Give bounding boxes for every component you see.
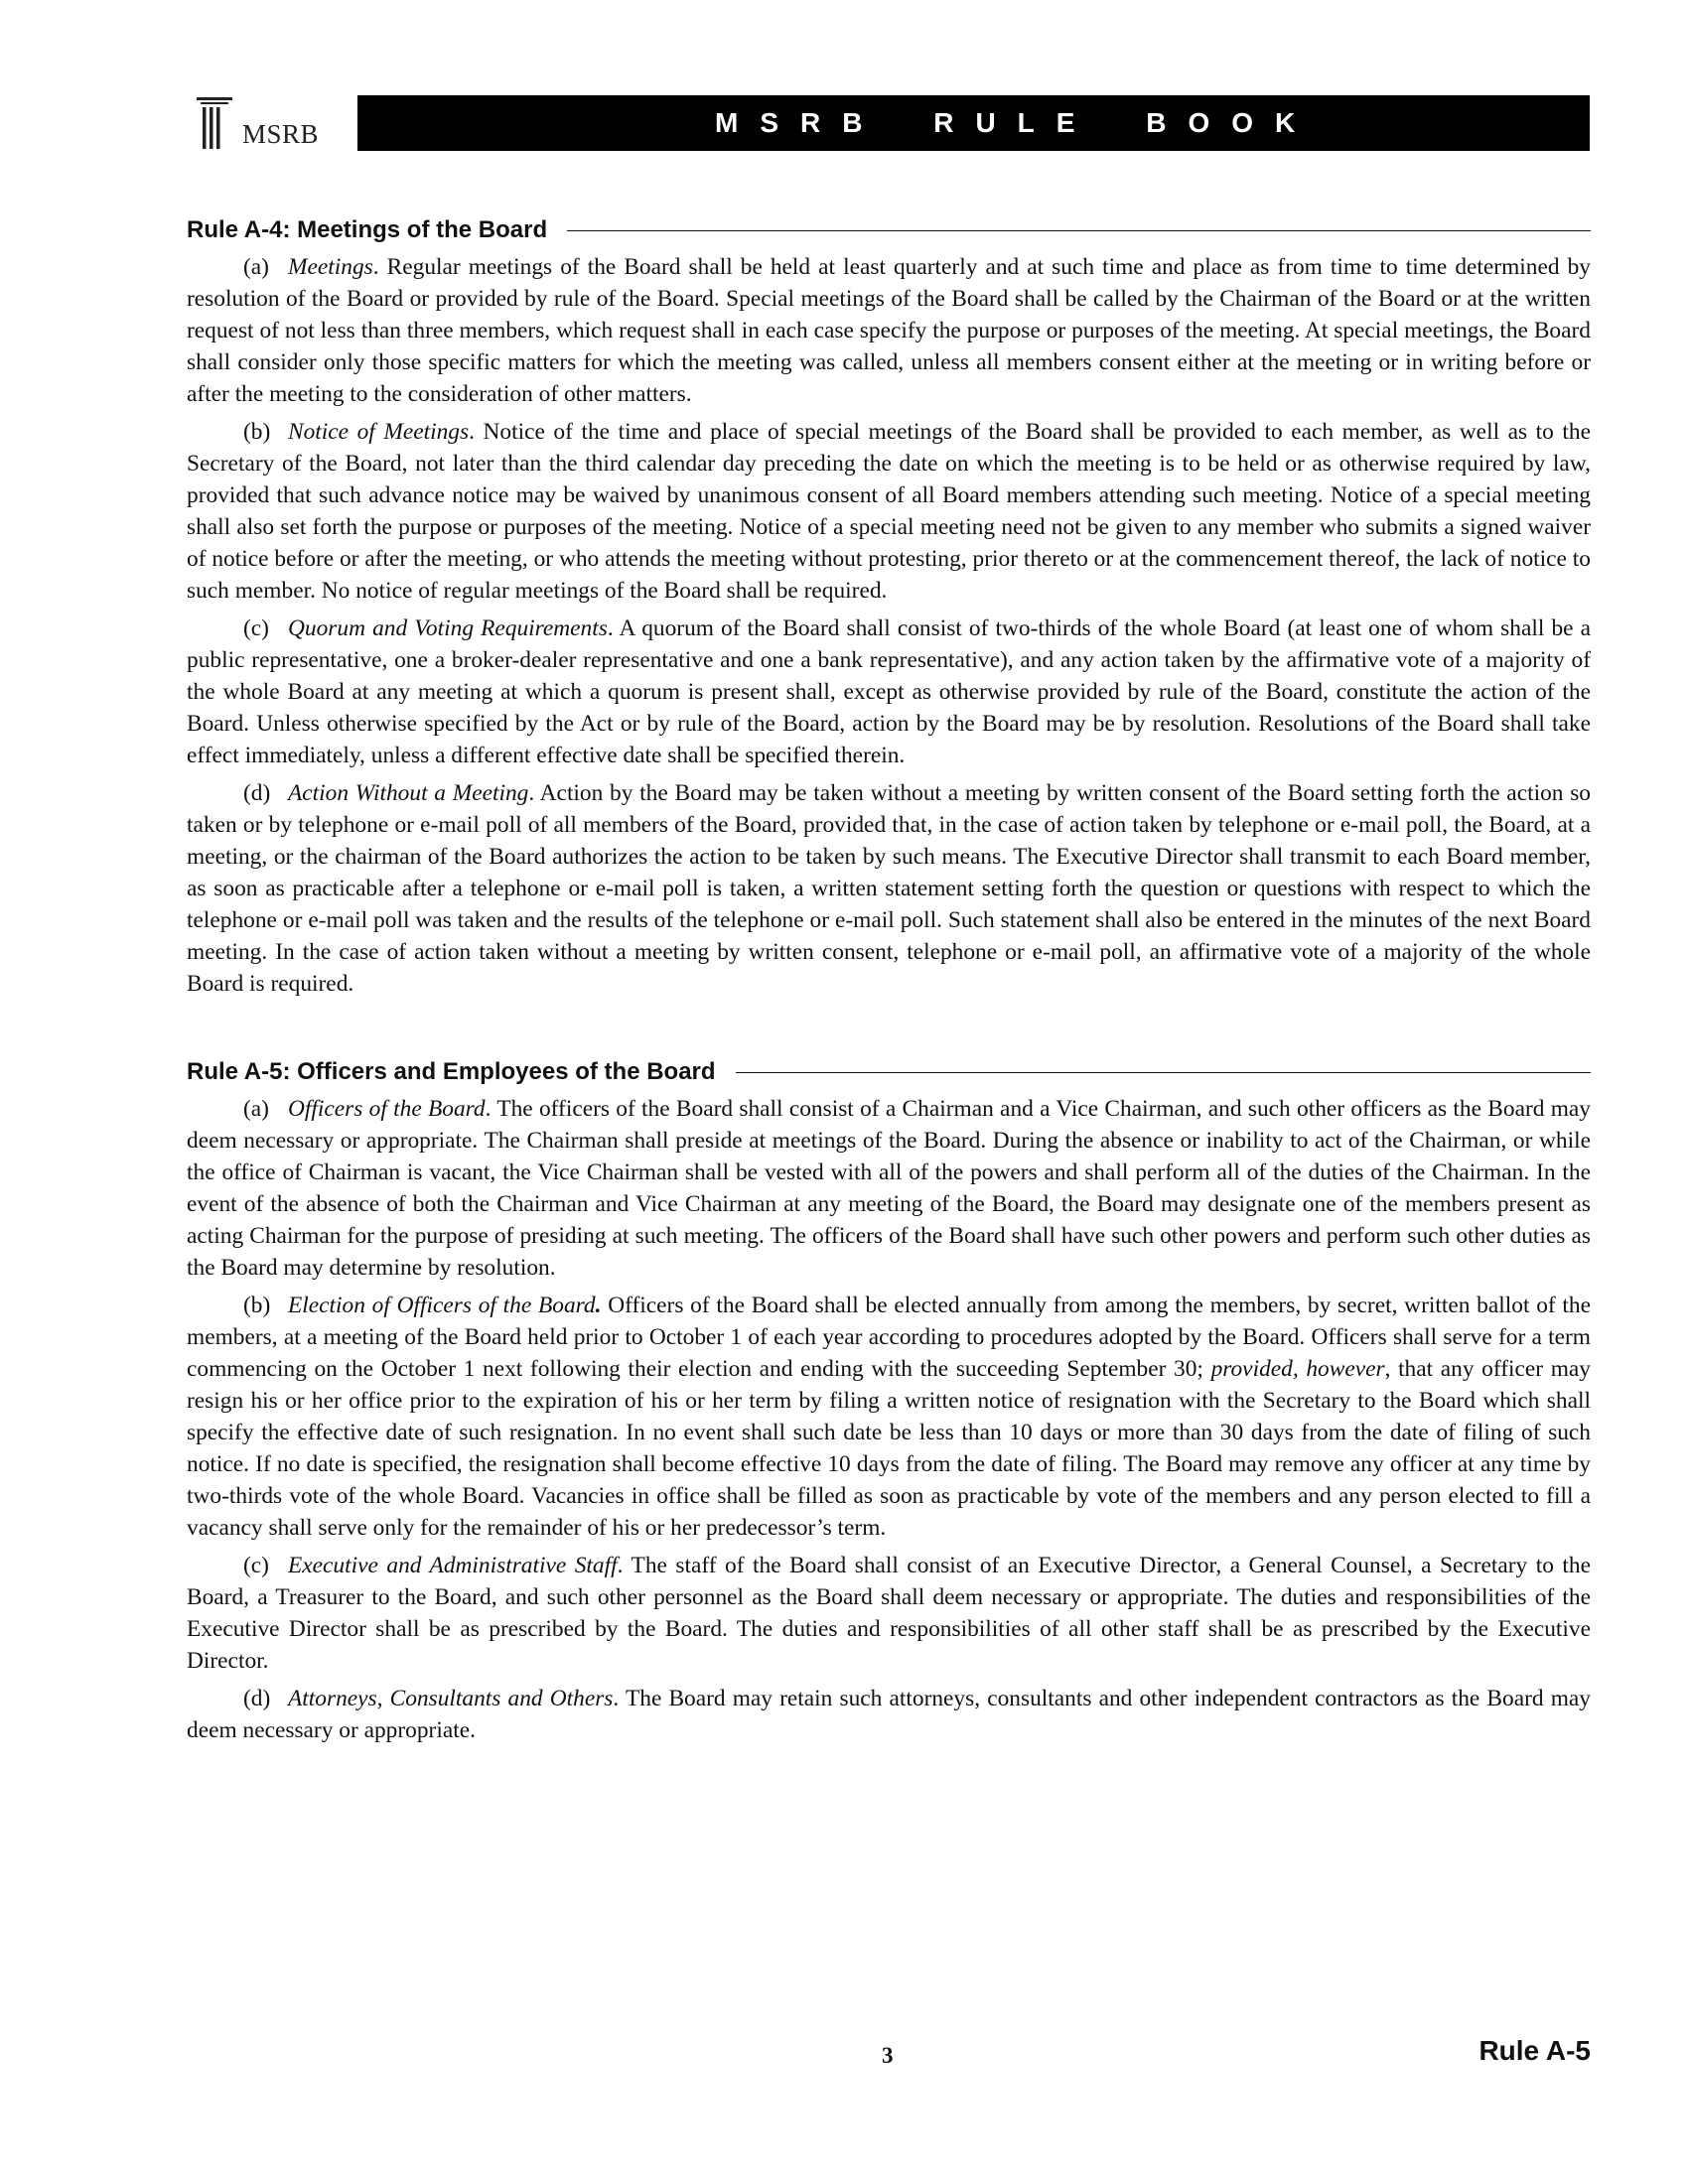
rule-a4: [187, 213, 1591, 1000]
banner-title: MSRB RULE BOOK: [715, 107, 1318, 138]
page-number: 3: [882, 2043, 894, 2068]
document-body: [187, 213, 1591, 1746]
rule-book-banner: [357, 95, 1590, 151]
section-b: (b) Election of Officers of the Board. Officers of the Board shall be elected annually from among the members, by secret, written ballot of the members, at a meeting of the Board held prior to October 1 of each year according to procedures adopted by the Board. Officers shall serve for a term commencing on the October 1 next following their election and ending with the succeeding September 30; provided, however, that any officer may resign his or her office prior to the expiration of his or her term by filing a written notice of resignation with the Secretary to the Board which shall specify the effective date of such resignation. In no event shall such date be less than 10 days or more than 30 days from the date of filing of such notice. If no date is specified, the resignation shall become effective 10 days from the date of filing. The Board may remove any officer at any time by two-thirds vote of the whole Board. Vacancies in office shall be filled as soon as practicable by vote of the members and any person elected to fill a vacancy shall serve only for the remainder of his or her predecessor’s term.: [187, 1293, 1591, 1541]
section-a: (a) Meetings. Regular meetings of the Board shall be held at least quarterly and at such time and place as from time to time determined by resolution of the Board or provided by rule of the Board. Special meetings of the Board shall be called by the Chairman of the Board or at the written request of not less than three members, which request shall in each case specify the purpose or purposes of the meeting. At special meetings, the Board shall consider only those specific matters for which the meeting was called, unless all members consent either at the meeting or in writing before or after the meeting to the consideration of other matters.: [187, 254, 1591, 407]
section-title: Officers of the Board: [288, 1096, 486, 1122]
section-title: Notice of Meetings: [288, 419, 470, 445]
section-b: (b) Notice of Meetings. Notice of the time and place of special meetings of the Board shall be provided to each member, as well as to the Secretary of the Board, not later than the third calendar day preceding the date on which the meeting is to be held or as otherwise required by law, provided that such advance notice may be waived by unanimous consent of all Board members attending such meeting. Notice of a special meeting shall also set forth the purpose or purposes of the meeting. Notice of a special meeting need not be given to any member who submits a signed waiver of notice before or after the meeting, or who attends the meeting without protesting, prior thereto or at the commencement thereof, the lack of notice to such member. No notice of regular meetings of the Board shall be required.: [187, 419, 1591, 604]
rule-title: Rule A-4: Meetings of the Board: [187, 216, 548, 243]
page-header: [195, 87, 1590, 157]
section-title: Attorneys, Consultants and Others: [288, 1686, 614, 1711]
heading-rule-line: [736, 1072, 1591, 1073]
section-title: Executive and Administrative Staff: [288, 1553, 618, 1578]
section-d: (d) Action Without a Meeting. Action by the Board may be taken without a meeting by written consent of the Board setting forth the action so taken or by telephone or e-mail poll of all members of the Board, provided that, in the case of action taken by telephone or e-mail poll, the Board, at a meeting, or the chairman of the Board authorizes the action to be taken by such means. The Executive Director shall transmit to each Board member, as soon as practicable after a telephone or e-mail poll is taken, a written statement setting forth the question or questions with respect to which the telephone or e-mail poll was taken and the results of the telephone or e-mail poll. Such statement shall also be entered in the minutes of the next Board meeting. In the case of action taken without a meeting by written consent, telephone or e-mail poll, an affirmative vote of a majority of the whole Board is required.: [187, 780, 1591, 997]
rule-a5: [187, 1055, 1591, 1746]
section-a: (a) Officers of the Board. The officers of the Board shall consist of a Chairman and a Vice Chairman, and such other officers as the Board may deem necessary or appropriate. The Chairman shall preside at meetings of the Board. During the absence or inability to act of the Chairman, or while the office of Chairman is vacant, the Vice Chairman shall be vested with all of the powers and shall perform all of the duties of the Chairman. In the event of the absence of both the Chairman and Vice Chairman at any meeting of the Board, the Board may designate one of the members present as acting Chairman for the purpose of presiding at such meeting. The officers of the Board shall have such other powers and perform such other duties as the Board may determine by resolution.: [187, 1096, 1592, 1281]
section-d: (d) Attorneys, Consultants and Others. The Board may retain such attorneys, consultants and other independent contractors as the Board may deem necessary or appropriate.: [187, 1686, 1591, 1743]
section-title: Quorum and Voting Requirements: [288, 615, 608, 641]
section-title: Election of Officers of the Board: [288, 1293, 596, 1318]
section-title: Meetings: [288, 254, 373, 280]
section-title: Action Without a Meeting: [288, 780, 529, 806]
msrb-logo: [195, 93, 363, 153]
rule-heading: [187, 1055, 1591, 1089]
footer-rule-label: Rule A-5: [1478, 2035, 1591, 2066]
heading-rule-line: [567, 230, 1591, 231]
section-c: (c) Executive and Administrative Staff. The staff of the Board shall consist of an Executive Director, a General Counsel, a Secretary to the Board, a Treasurer to the Board, and such other personnel as the Board shall deem necessary or appropriate. The duties and responsibilities of the Executive Director shall be as prescribed by the Board. The duties and responsibilities of all other staff shall be as prescribed by the Executive Director.: [187, 1553, 1591, 1674]
pillar-icon: [195, 93, 236, 151]
logo-text: MSRB: [242, 119, 320, 149]
rule-heading: [187, 213, 1591, 247]
section-c: (c) Quorum and Voting Requirements. A quorum of the Board shall consist of two-thirds of the whole Board (at least one of whom shall be a public representative, one a broker-dealer representative and one a bank representative), and any action taken by the affirmative vote of a majority of the whole Board at any meeting at which a quorum is present shall, except as otherwise provided by rule of the Board, constitute the action of the Board. Unless otherwise specified by the Act or by rule of the Board, action by the Board may be by resolution. Resolutions of the Board shall take effect immediately, unless a different effective date shall be specified therein.: [187, 615, 1592, 768]
rule-title: Rule A-5: Officers and Employees of the Board: [187, 1058, 716, 1085]
